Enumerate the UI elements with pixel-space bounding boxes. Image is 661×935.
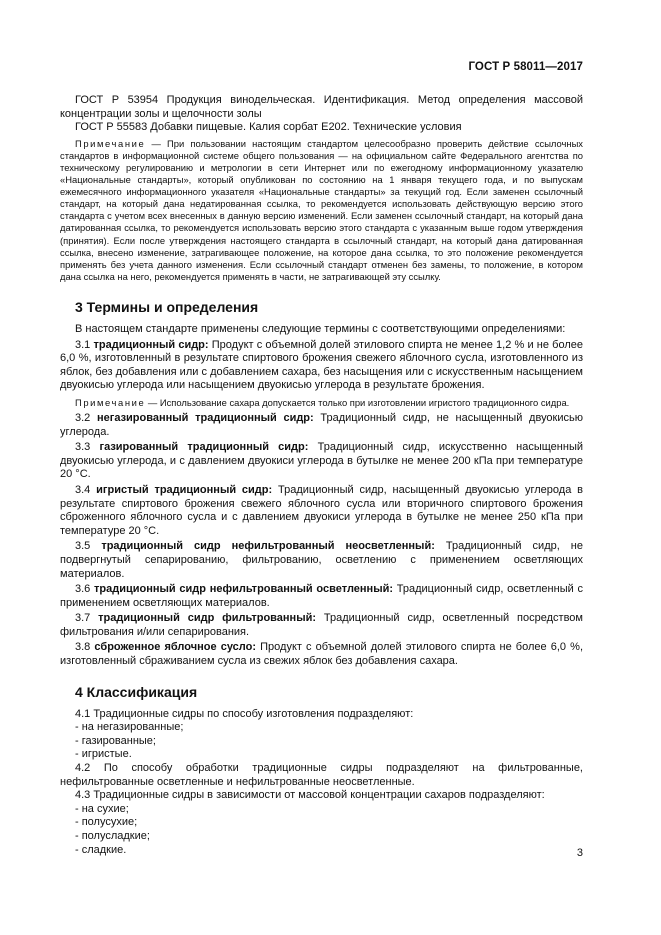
term: сброженное яблочное сусло: [94, 641, 257, 654]
term: традиционный сидр нефильтрованный неосветленный: [101, 540, 435, 553]
reference-item: ГОСТ Р 55583 Добавки пищевые. Калия сорбат Е202. Технические условия [75, 121, 462, 134]
term-definition: 3.5 традиционный сидр нефильтрованный неосветленный: Традиционный сидр, не подвергнутый сепарированию, фильтрованию, осветлению с применением осветляющих материалов. [60, 540, 583, 580]
term-definition: 3.2 негазированный традиционный сидр: Традиционный сидр, не насыщенный двуокисью углерода. [60, 411, 583, 438]
term: традиционный сидр: [93, 338, 209, 351]
paragraph: 4.2 По способу обработки традиционные сидры подразделяют на фильтрованные, нефильтрованные осветленные и нефильтрованные неосветленные. [60, 762, 583, 788]
note-text: — Использование сахара допускается только при изготовлении игристого традиционного сидра. [145, 396, 570, 408]
section-3-terms [60, 412, 583, 669]
term-definition: 3.3 газированный традиционный сидр: Традиционный сидр, искусственно насыщенный двуокисью углерода, и с давлением двуокиси углерода в бутылке не менее 200 кПа при температуре 20 °С. [60, 441, 583, 481]
document-header: ГОСТ Р 58011—2017 [468, 61, 583, 73]
note-label: Примечание [75, 137, 146, 149]
page-number: 3 [576, 847, 583, 859]
term: газированный традиционный сидр: [99, 441, 309, 454]
note-block [60, 397, 583, 409]
references-block [60, 94, 583, 135]
term-definition: 3.7 традиционный сидр фильтрованный: Традиционный сидр, осветленный посредством фильтрования и/или сепарирования. [60, 612, 583, 638]
paragraph: 4.3 Традиционные сидры в зависимости от массовой концентрации сахаров подразделяют: [75, 789, 545, 802]
list-item: - полусухие; [75, 816, 138, 829]
section-heading: 3 Термины и определения [75, 298, 259, 315]
list-item: - сладкие. [75, 843, 127, 856]
list-item: - игристые. [75, 748, 132, 761]
section-heading: 4 Классификация [75, 683, 198, 700]
term: негазированный традиционный сидр: [96, 411, 314, 424]
reference-item: ГОСТ Р 53954 Продукция винодельческая. Идентификация. Метод определения массовой концентрации золы и щелочности золы [60, 94, 583, 120]
term: традиционный сидр нефильтрованный осветленный: [94, 583, 394, 596]
note-block [60, 138, 583, 283]
section-3-body [60, 323, 583, 393]
page-content [60, 94, 583, 857]
section-4-body [60, 708, 583, 858]
paragraph: 4.1 Традиционные сидры по способу изготовления подразделяют: [75, 707, 414, 720]
term-definition: 3.4 игристый традиционный сидр: Традиционный сидр, насыщенный двуокисью углерода в результате спиртового брожения свежего яблочного сусла или вторичного спиртового брожения сброженного яблочного сусла и с давлением двуокиси углерода в бутылке не менее 250 кПа при температуре 20 °С. [60, 483, 583, 537]
term-definition: 3.6 традиционный сидр нефильтрованный осветленный: Традиционный сидр, осветленный с применением осветляющих материалов. [60, 583, 583, 609]
list-item: - газированные; [75, 734, 156, 747]
list-item: - на негазированные; [75, 721, 184, 734]
list-item: - на сухие; [75, 802, 129, 815]
term-definition: 3.1 традиционный сидр: Продукт с объемной долей этилового спирта не менее 1,2 % и не более 6,0 %, изготовленный в результате спиртового брожения свежего яблочного сусла, изготовленного из яблок, без добавления или с добавлением сахара, без насыщения или с искусственным насыщением двуокисью углерода или насыщением двуокисью углерода в результате брожения. [60, 338, 583, 392]
note-label: Примечание [75, 396, 146, 408]
list-item: - полусладкие; [75, 830, 150, 842]
term-definition: 3.8 сброженное яблочное сусло: Продукт с объемной долей этилового спирта не более 6,0 %, изготовленный сбраживанием сусла из свежих яблок без добавления сахара. [60, 641, 584, 668]
term: традиционный сидр фильтрованный: [98, 612, 317, 625]
term: игристый традиционный сидр: [96, 483, 273, 496]
paragraph: В настоящем стандарте применены следующие термины с соответствующими определениями: [75, 322, 566, 335]
note-text: — При пользовании настоящим стандартом целесообразно проверить действие ссылочных стандартов в информационной системе общего пользования — на официальном сайте Федерального агентства по техническому регулированию и метрологии в сети Интернет или по ежегодному информационному указателю «Национальные стандарты», который опубликован по состоянию на 1 января текущего года, и по выпускам ежемесячного информационного указателя «Национальные стандарты» за текущий год. Если заменен ссылочный стандарт, на который дана недатированная ссылка, то рекомендуется использовать действующую версию этого стандарта с учетом всех внесенных в данную версию изменений. Если заменен ссылочный стандарт, на который дана датированная ссылка, то рекомендуется использовать версию этого стандарта с указанным выше годом утверждения (принятия). Если после утверждения настоящего стандарта в ссылочный стандарт, на который дана датированная ссылка, внесено изменение, затрагивающее положение, на которое дана ссылка, то это положение рекомендуется применять без учета данного изменения. Если ссылочный стандарт отменен без замены, то положение, в котором дана ссылка на него, рекомендуется применять в части, не затрагивающей эту ссылку. [60, 137, 583, 282]
